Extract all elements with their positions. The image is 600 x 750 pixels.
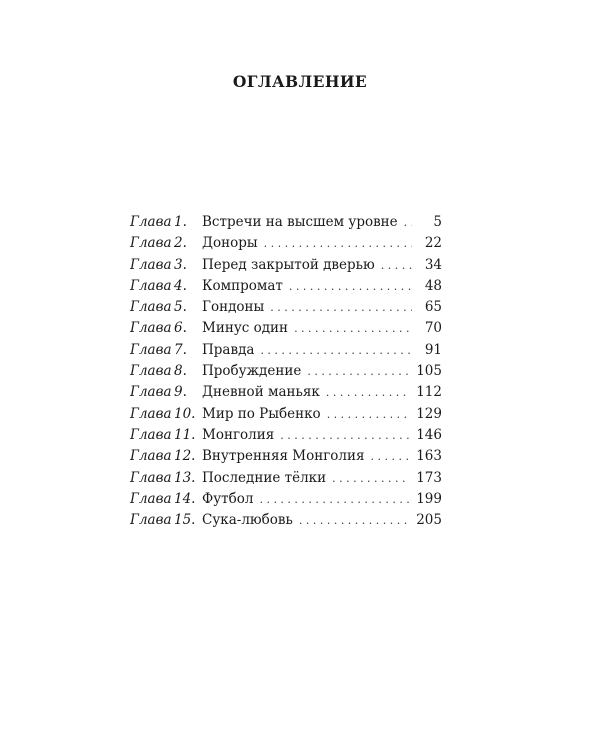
chapter-label: Глава (130, 214, 172, 230)
chapter-number: 15. (174, 512, 196, 529)
chapter-title: Перед закрытой дверью (202, 256, 375, 273)
toc-entry (130, 320, 442, 341)
dot-leader (381, 259, 412, 272)
dot-leader (299, 514, 410, 527)
toc-entry (130, 363, 442, 384)
chapter-title: Монголия (202, 426, 275, 443)
chapter-title: Мир по Рыбенко (202, 405, 321, 422)
chapter-label: Глава (130, 384, 172, 401)
page-number: 199 (416, 490, 442, 507)
toc-entry (130, 448, 442, 469)
page-number: 34 (424, 256, 442, 273)
chapter-title: Гондоны (202, 299, 265, 316)
chapter-label: Глава (130, 341, 172, 358)
page-number: 173 (416, 469, 442, 486)
chapter-title: Дневной маньяк (202, 384, 320, 401)
dot-leader (327, 408, 411, 421)
chapter-title: Футбол (202, 490, 254, 507)
chapter-label: Глава (130, 426, 172, 443)
page-number: 105 (416, 363, 442, 380)
chapter-label: Глава (130, 235, 172, 252)
page-number: 146 (416, 426, 442, 443)
chapter-label: Глава (130, 448, 172, 465)
toc-entry (130, 384, 442, 405)
dot-leader (326, 386, 410, 399)
chapter-number: 3. (174, 256, 187, 273)
dot-leader (404, 216, 412, 229)
toc-entry (130, 406, 442, 427)
dot-leader (371, 450, 411, 463)
dot-leader (289, 280, 412, 293)
page-number: 91 (424, 341, 442, 358)
chapter-number: 13. (174, 469, 196, 486)
chapter-title: Встречи на высшем уровне (202, 214, 398, 230)
chapter-title: Доноры (202, 235, 258, 252)
chapter-label: Глава (130, 256, 172, 273)
toc-entry (130, 299, 442, 320)
chapter-label: Глава (130, 512, 172, 529)
chapter-title: Минус один (202, 320, 289, 337)
page-number: 112 (416, 384, 442, 401)
chapter-title: Внутренняя Монголия (202, 448, 365, 465)
chapter-number: 2. (174, 235, 187, 252)
page-number: 22 (424, 235, 442, 252)
dot-leader (307, 365, 410, 378)
dot-leader (280, 429, 410, 442)
page-number: 205 (416, 512, 442, 529)
dot-leader (332, 472, 410, 485)
chapter-label: Глава (130, 277, 172, 294)
chapter-number: 11. (174, 426, 196, 443)
toc-entry (130, 278, 442, 299)
page-number: 129 (416, 405, 442, 422)
page-title: ОГЛАВЛЕНИЕ (232, 72, 368, 91)
toc-entry (130, 512, 442, 533)
toc-entry (130, 235, 442, 256)
chapter-label: Глава (130, 299, 172, 316)
page-number: 48 (424, 277, 442, 294)
chapter-number: 9. (174, 384, 187, 401)
chapter-number: 4. (174, 277, 187, 294)
page-number: 65 (424, 299, 442, 316)
page-number: 163 (416, 448, 442, 465)
chapter-number: 12. (174, 448, 196, 465)
chapter-number: 1. (174, 214, 187, 230)
chapter-number: 10. (174, 405, 196, 422)
dot-leader (270, 301, 412, 314)
chapter-number: 14. (174, 490, 196, 507)
page-number: 70 (424, 320, 442, 337)
dot-leader (264, 237, 412, 250)
chapter-number: 8. (174, 363, 187, 380)
chapter-title: Последние тёлки (202, 469, 327, 486)
chapter-title: Правда (202, 341, 255, 358)
dot-leader (294, 322, 412, 335)
chapter-title: Компромат (202, 277, 283, 294)
chapter-label: Глава (130, 490, 172, 507)
toc-entry (130, 427, 442, 448)
dot-leader (259, 493, 410, 506)
chapter-number: 7. (174, 341, 187, 358)
chapter-title: Сука-любовь (202, 512, 293, 529)
chapter-label: Глава (130, 405, 172, 422)
chapter-label: Глава (130, 469, 172, 486)
chapter-number: 5. (174, 299, 187, 316)
chapter-label: Глава (130, 320, 172, 337)
toc-entry (130, 342, 442, 363)
chapter-label: Глава (130, 363, 172, 380)
toc-entry (130, 491, 442, 512)
dot-leader (260, 344, 412, 357)
toc-entry (130, 214, 442, 235)
chapter-number: 6. (174, 320, 187, 337)
page-number: 5 (433, 214, 442, 230)
toc-entry (130, 470, 442, 491)
chapter-title: Пробуждение (202, 363, 302, 380)
toc-entry (130, 257, 442, 278)
table-of-contents (130, 214, 442, 533)
